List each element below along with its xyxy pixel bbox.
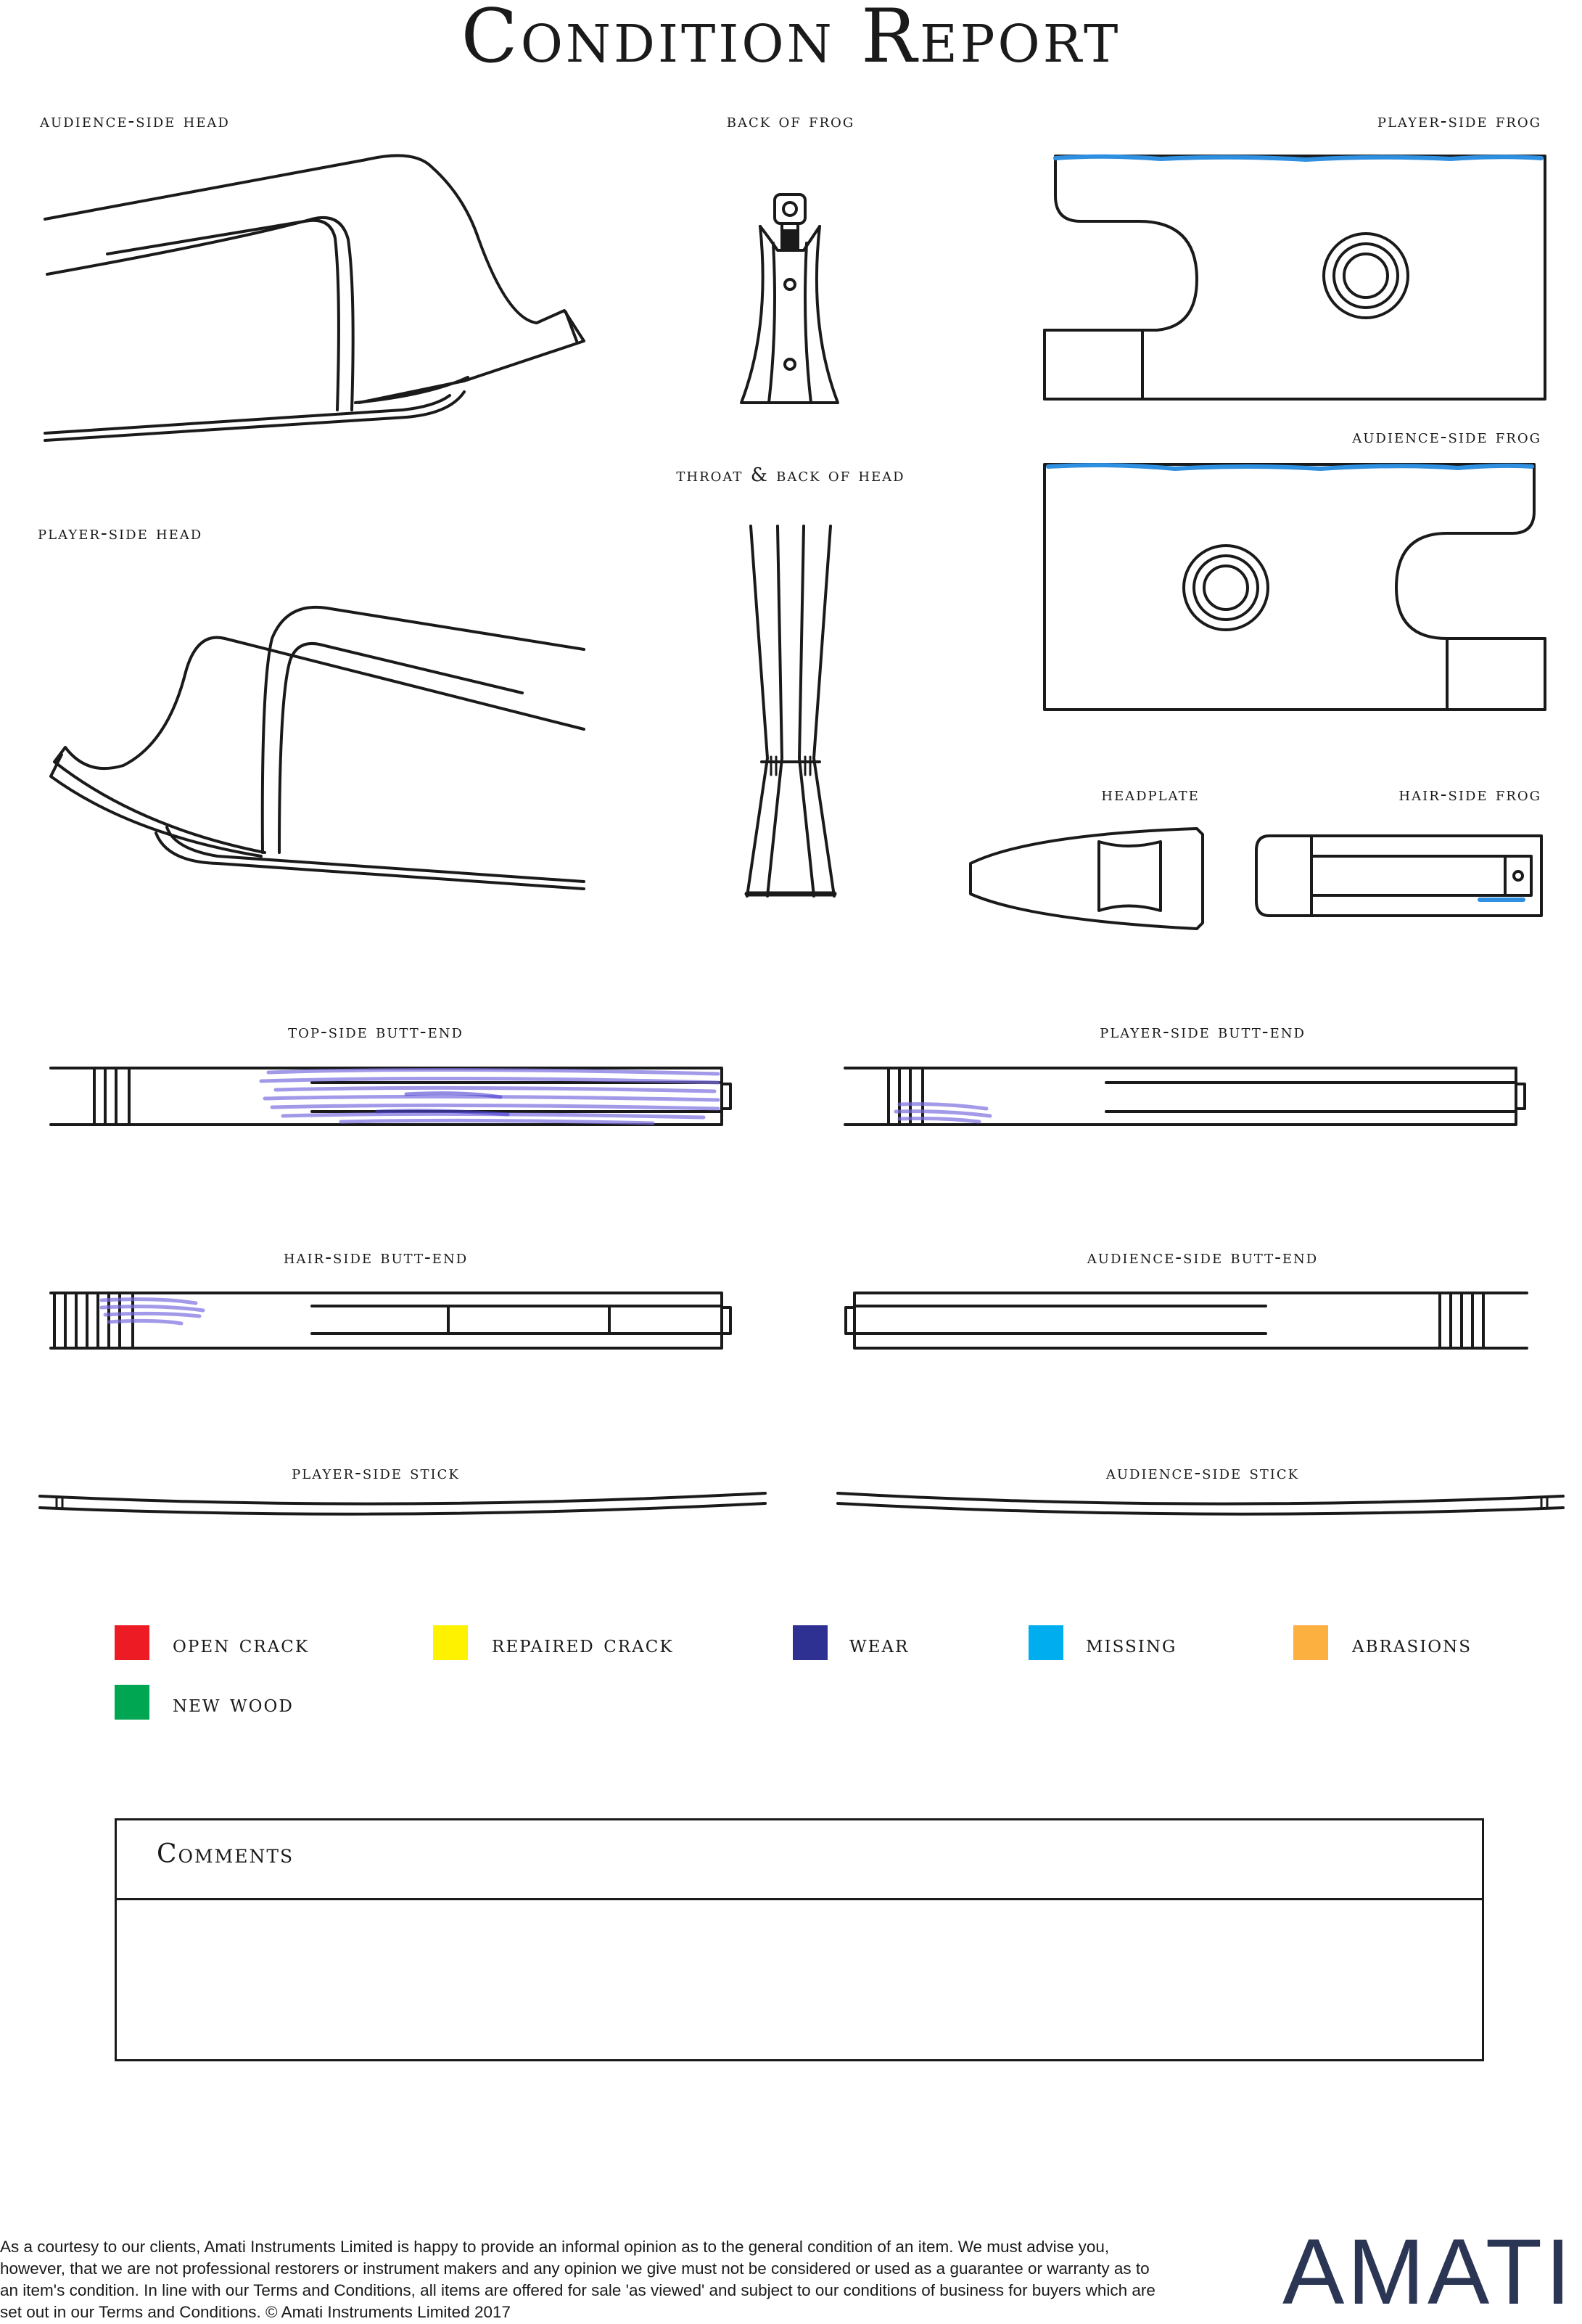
- legend-label-abrasions: abrasions: [1352, 1630, 1472, 1658]
- page-title: Condition Report: [461, 0, 1121, 80]
- hair-side-frog-drawing: [1256, 836, 1541, 916]
- legend-swatch-abrasions: [1293, 1625, 1328, 1660]
- legend-label-repaired-crack: repaired crack: [492, 1630, 674, 1658]
- label-audience-side-butt-end: audience-side butt-end: [1087, 1247, 1319, 1268]
- label-player-side-frog: player-side frog: [1377, 110, 1541, 132]
- label-player-side-butt-end: player-side butt-end: [1100, 1021, 1306, 1043]
- disclaimer-text: As a courtesy to our clients, Amati Instruments Limited is happy to provide an informal opinion as to the general condition of an item. We must advise you, however, that we are not professional restorers or instrument makers and any opinion we give must not be considered or used as a guarantee or warranty as to an item's condition. In line with our Terms and Conditions, all items are offered for sale 'as viewed' and subject to our conditions of business for buyers which are set out in our Terms and Conditions. © Amati Instruments Limited 2017: [0, 2238, 1155, 2321]
- label-audience-side-stick: audience-side stick: [1105, 1462, 1300, 1484]
- label-player-side-head: player-side head: [38, 522, 203, 544]
- amati-logo: AMATI: [1282, 2220, 1574, 2324]
- legend-swatch-open-crack: [115, 1625, 149, 1660]
- audience-side-frog-drawing: [1045, 464, 1545, 710]
- legend-swatch-wear: [793, 1625, 828, 1660]
- label-player-side-stick: player-side stick: [292, 1462, 460, 1484]
- label-throat-back-head: throat & back of head: [676, 464, 905, 486]
- audience-side-butt-end-drawing: [846, 1293, 1527, 1348]
- legend-label-missing: missing: [1086, 1630, 1177, 1658]
- headplate-drawing: [971, 829, 1203, 929]
- throat-back-head-drawing: [747, 526, 834, 896]
- comments-title: Comments: [157, 1839, 294, 1869]
- label-hair-side-butt-end: hair-side butt-end: [283, 1247, 469, 1268]
- player-side-frog-drawing: [1045, 156, 1545, 399]
- player-side-butt-end-drawing: [845, 1068, 1525, 1125]
- comments-header: [115, 1818, 1484, 1900]
- wear-marks: [102, 1069, 990, 1323]
- label-headplate: headplate: [1101, 784, 1200, 805]
- legend-label-new-wood: new wood: [173, 1689, 294, 1717]
- missing-marks: [1048, 157, 1541, 469]
- legend-swatch-new-wood: [115, 1685, 149, 1720]
- label-audience-side-frog: audience-side frog: [1352, 426, 1541, 448]
- comments-body[interactable]: [123, 1908, 1472, 2053]
- audience-side-head-drawing: [45, 155, 584, 440]
- legend-swatch-missing: [1029, 1625, 1063, 1660]
- audience-side-stick-drawing: [838, 1493, 1563, 1514]
- label-audience-side-head: audience-side head: [40, 110, 230, 132]
- legend-label-open-crack: open crack: [173, 1630, 310, 1658]
- back-of-frog-drawing: [741, 194, 838, 403]
- player-side-head-drawing: [51, 607, 584, 889]
- label-top-side-butt-end: top-side butt-end: [288, 1021, 464, 1043]
- label-hair-side-frog: hair-side frog: [1398, 784, 1541, 805]
- legend-swatch-repaired-crack: [433, 1625, 468, 1660]
- label-back-of-frog: back of frog: [726, 110, 855, 132]
- legend-label-wear: wear: [849, 1630, 910, 1658]
- player-side-stick-drawing: [40, 1493, 765, 1514]
